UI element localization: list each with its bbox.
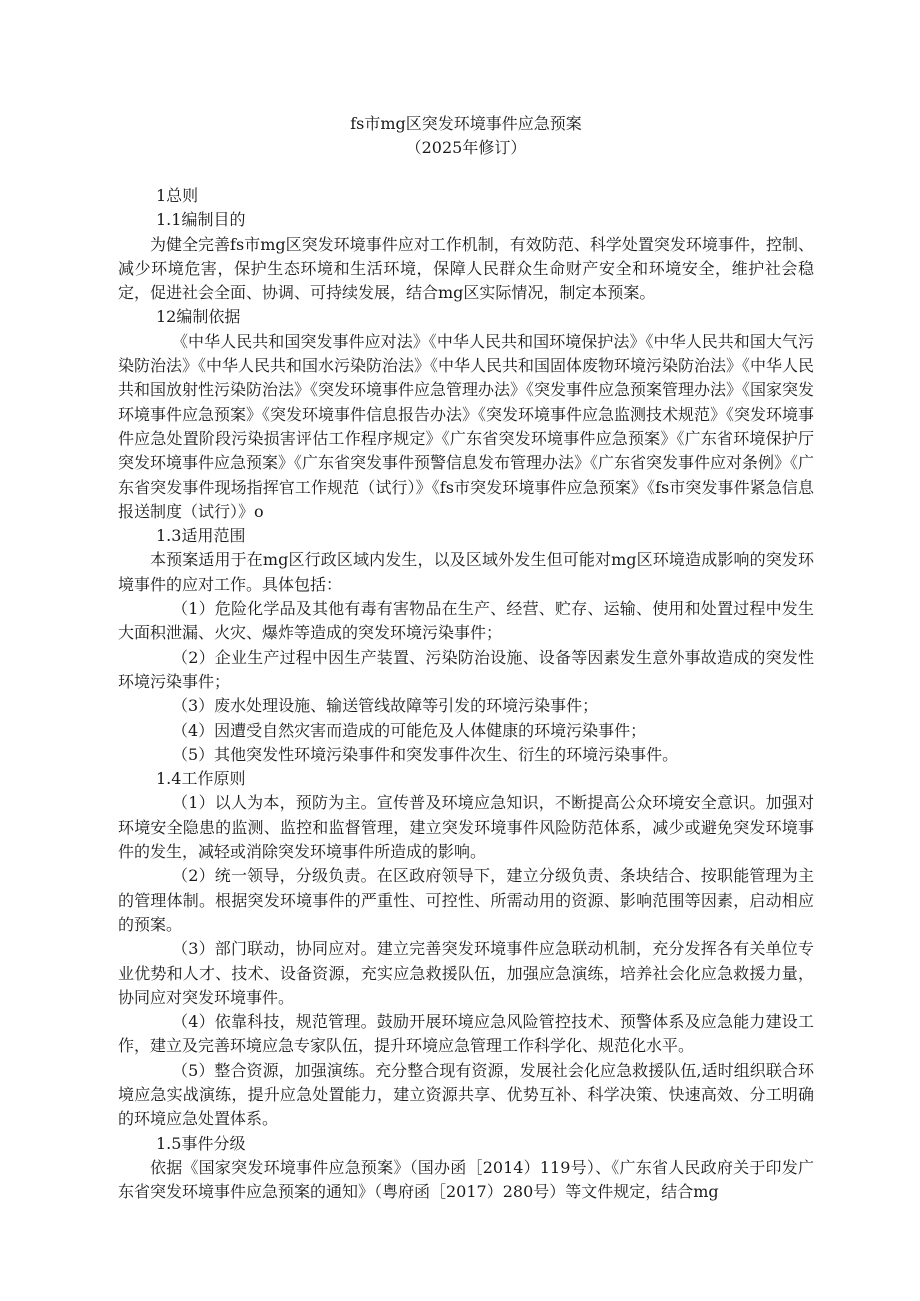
list-item: （5）其他突发性环境污染事件和突发事件次生、衍生的环境污染事件。 [172,744,679,764]
section-1-heading: 1总则 [156,186,199,205]
principle-item: （3）部门联动，协同应对。建立完善突发环境事件应急联动机制，充分发挥各有关单位专业优势和人才、技术、设备资源，充实应急救援队伍，加强应急演练，培养社会化应急救援力量，协同应对突发环境事件。 [118,939,814,1007]
document-subtitle: （2025年修订） [405,138,527,157]
section-1-3-text: 本预案适用于在mg区行政区域内发生，以及区域外发生但可能对mg区环境造成影响的突发环境事件的应对工作。具体包括： [118,550,814,594]
section-1-1-heading: 1.1编制目的 [156,210,246,230]
list-item: （4）因遭受自然灾害而造成的可能危及人体健康的环境污染事件； [172,720,647,740]
principle-item: （1）以人为本，预防为主。宣传普及环境应急知识，不断提高公众环境安全意识。加强对环境安全隐患的监测、监控和监督管理，建立突发环境事件风险防范体系，减少或避免突发环境事件的发生，减轻或消除突发环境事件所造成的影响。 [118,793,814,862]
section-1-5-heading: 1.5事件分级 [156,1133,246,1153]
section-1-3-heading: 1.3适用范围 [156,526,246,546]
principle-item: （5）整合资源，加强演练。充分整合现有资源，发展社会化应急救援队伍,适时组织联合环境应急实战演练，提升应急处置能力，建立资源共享、优势互补、科学决策、快速高效、分工明确的环境应急处置体系。 [118,1060,814,1129]
principle-item: （4）依靠科技，规范管理。鼓励开展环境应急风险管控技术、预警体系及应急能力建设工作，建立及完善环境应急专家队伍，提升环境应急管理工作科学化、规范化水平。 [118,1012,814,1056]
document-page [118,112,814,1204]
principle-item: （2）统一领导，分级负责。在区政府领导下，建立分级负责、条块结合、按职能管理为主的管理体制。根据突发环境事件的严重性、可控性、所需动用的资源、影响范围等因素，启动相应的预案。 [118,866,814,934]
list-item: （3）废水处理设施、输送管线故障等引发的环境污染事件； [172,696,599,716]
document-title: fs市mg区突发环境事件应急预案 [350,114,582,133]
list-item: （1）危险化学品及其他有毒有害物品在生产、经营、贮存、运输、使用和处置过程中发生大面积泄漏、火灾、爆炸等造成的突发环境污染事件； [118,599,814,643]
section-1-2-heading: 12编制依据 [156,307,241,327]
section-1-4-heading: 1.4工作原则 [156,769,246,789]
section-1-5-text: 依据《国家突发环境事件应急预案》（国办函［2014）119号）、《广东省人民政府关于印发广东省突发环境事件应急预案的通知》（粤府函［2017）280号）等文件规定，结合mg [118,1157,814,1202]
section-1-1-text: 为健全完善fs市mg区突发环境事件应对工作机制，有效防范、科学处置突发环境事件，控制、减少环境危害，保护生态环境和生活环境，保障人民群众生命财产安全和环境安全，维护社会稳定，促进社会全面、协调、可持续发展，结合mg区实际情况，制定本预案。 [118,234,814,303]
list-item: （2）企业生产过程中因生产装置、污染防治设施、设备等因素发生意外事故造成的突发性环境污染事件； [118,647,814,691]
section-1-2-text: 《中华人民共和国突发事件应对法》《中华人民共和国环境保护法》《中华人民共和国大气污染防治法》《中华人民共和国水污染防治法》《中华人民共和国固体废物环境污染防治法》《中华人民共和国放射性污染防治法》《突发环境事件应急管理办法》《突发事件应急预案管理办法》《国家突发环境事件应急预案》《突发环境事件信息报告办法》《突发环境事件应急监测技术规范》《突发环境事件应急处置阶段污染损害评估工作程序规定》《广东省突发环境事件应急预案》《广东省环境保护厅突发环境事件应急预案》《广东省突发事件预警信息发布管理办法》《广东省突发事件应对条例》《广东省突发事件现场指挥官工作规范（试行）》《fs市突发环境事件应急预案》《fs市突发事件紧急信息报送制度（试行）》o [118,331,815,521]
